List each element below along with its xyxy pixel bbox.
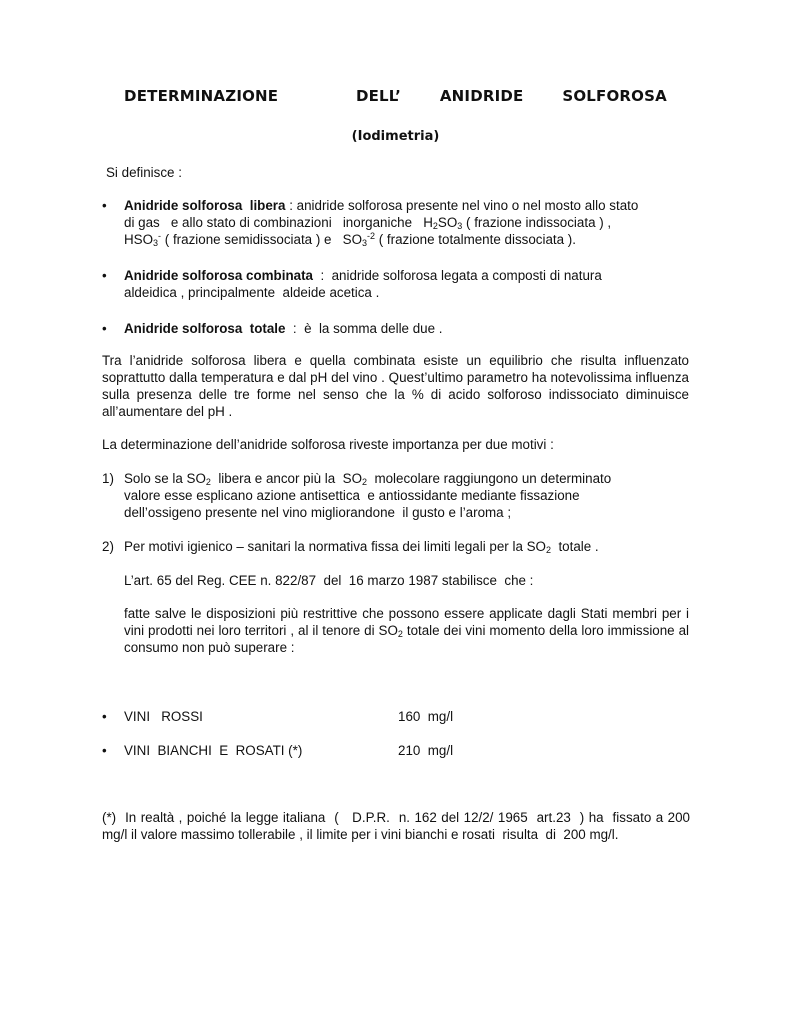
definition-text: anidride solforosa presente nel vino o nel mosto allo stato <box>296 198 639 213</box>
intro-text: Si definisce : <box>106 165 182 180</box>
definition-total <box>124 320 690 337</box>
subscript: 2 <box>432 221 438 231</box>
superscript: -2 <box>367 231 376 241</box>
provision-text <box>124 605 689 656</box>
definition-text: aldeidica , principalmente aldeide acetica . <box>124 285 380 300</box>
subscript: 2 <box>545 545 551 555</box>
provision-text-part: fatte salve le disposizioni più restrittive che possono essere applicate dagli Stati membri per i vini prodotti nei loro territori , al il tenore di SO <box>124 606 689 638</box>
definition-text: anidride solforosa legata a composti di natura <box>331 268 602 283</box>
definition-separator: : <box>285 321 305 336</box>
reason-item <box>124 470 690 521</box>
definition-separator: : <box>285 198 297 213</box>
definition-text: ( frazione indissociata ) , <box>462 215 612 230</box>
law-reference: L’art. 65 del Reg. CEE n. 822/87 del 16 marzo 1987 stabilisce che : <box>124 573 534 588</box>
definition-text: SO <box>437 215 458 230</box>
limit-value: 160 mg/l <box>398 709 454 724</box>
limit-label: VINI BIANCHI E ROSATI (*) <box>124 743 303 758</box>
subscript: 2 <box>205 477 211 487</box>
paragraph-equilibrium: Tra l’anidride solforosa libera e quella combinata esiste un equilibrio che risulta influenzato soprattutto dalla temperatura e dal pH del vino . Quest’ultimo parametro ha notevolissima influenza sulla presenza delle tre forme nel senso che la % di acido solforoso indissociato diminuisce all’aumentare del pH . <box>102 353 689 419</box>
document-title: DETERMINAZIONE DELL’ ANIDRIDE SOLFOROSA <box>124 87 667 105</box>
subscript: 3 <box>153 238 159 248</box>
subscript: 3 <box>361 238 367 248</box>
limit-value: 210 mg/l <box>398 743 454 758</box>
paragraph-importance: La determinazione dell’anidride solforosa riveste importanza per due motivi : <box>102 437 554 452</box>
bullet-glyph: • <box>102 268 107 283</box>
definition-text: ( frazione semidissociata ) e SO <box>161 232 362 247</box>
document-subtitle: (Iodimetria) <box>351 129 440 144</box>
subscript: 3 <box>457 221 463 231</box>
definition-text: ( frazione totalmente dissociata ). <box>375 232 576 247</box>
definition-separator: : <box>313 268 332 283</box>
provision-text-part: totale dei vini momento della loro immissione al consumo non può superare : <box>124 623 690 655</box>
subscript: 2 <box>362 477 368 487</box>
definition-text: è la somma delle due . <box>304 321 443 336</box>
limit-label: VINI ROSSI <box>124 709 203 724</box>
footnote: (*) In realtà , poiché la legge italiana ( D.P.R. n. 162 del 12/2/ 1965 art.23 ) ha fissato a 200 mg/l il valore massimo tollerabile , il limite per i vini bianchi e rosati risulta di 200 mg/l. <box>102 810 694 842</box>
superscript: - <box>158 231 162 241</box>
reason-item <box>124 538 690 555</box>
subscript: 2 <box>397 629 403 639</box>
reason-text: libera e ancor più la SO <box>210 471 362 486</box>
reason-text: totale . <box>551 539 599 554</box>
bullet-glyph: • <box>102 743 107 758</box>
definition-text: HSO <box>124 232 154 247</box>
definition-free <box>124 197 690 248</box>
definition-term: Anidride solforosa totale <box>124 321 286 336</box>
definition-term: Anidride solforosa combinata <box>124 268 313 283</box>
reason-text: Solo se la SO <box>124 471 206 486</box>
bullet-glyph: • <box>102 709 107 724</box>
list-number: 1) <box>102 471 114 486</box>
bullet-glyph: • <box>102 198 107 213</box>
reason-text: Per motivi igienico – sanitari la normativa fissa dei limiti legali per la SO <box>124 539 546 554</box>
reason-text: molecolare raggiungono un determinato <box>367 471 612 486</box>
reason-text: dell’ossigeno presente nel vino migliorandone il gusto e l’aroma ; <box>124 505 512 520</box>
list-number: 2) <box>102 539 114 554</box>
bullet-glyph: • <box>102 321 107 336</box>
definition-term: Anidride solforosa libera <box>124 198 286 213</box>
definition-combined <box>124 267 690 301</box>
reason-text: valore esse esplicano azione antisettica e antiossidante mediante fissazione <box>124 488 580 503</box>
definition-text: di gas e allo stato di combinazioni inorganiche H <box>124 215 433 230</box>
